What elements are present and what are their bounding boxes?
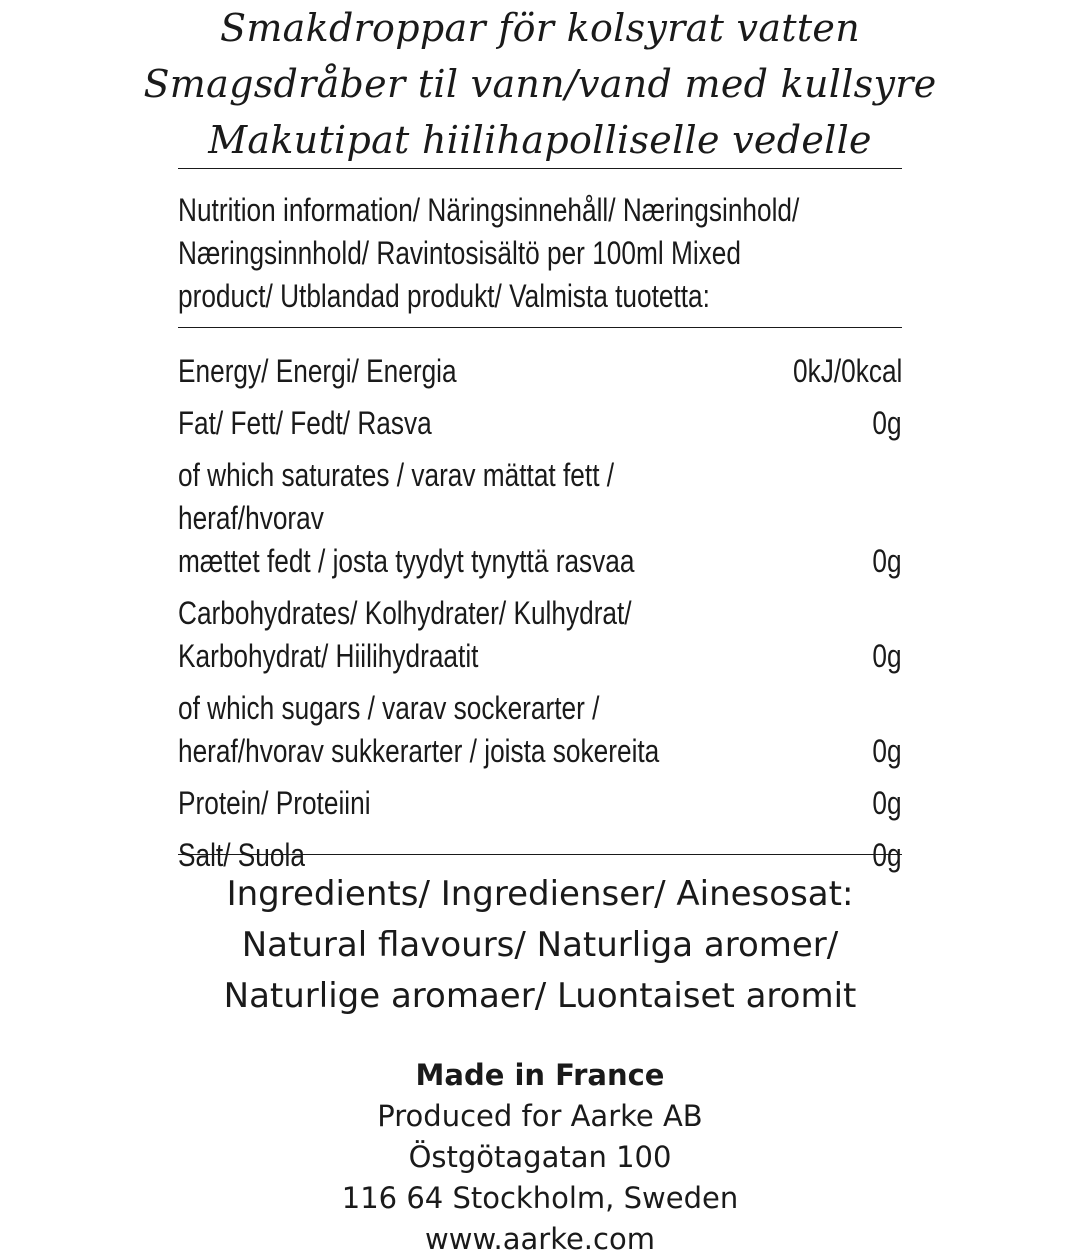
nutrient-value: 0kJ/0kcal bbox=[792, 353, 902, 389]
nutrient-name: Salt/ Suola bbox=[178, 837, 305, 873]
nutrient-name: Fat/ Fett/ Fedt/ Rasva bbox=[178, 405, 432, 441]
nutrition-row-fat bbox=[178, 402, 902, 445]
nutrition-intro-line: Nutrition information/ Näringsinnehåll/ Næringsinhold/ bbox=[178, 192, 800, 228]
nutrient-name: of which sugars / varav sockerarter / heraf/hvorav sukkerarter / joista sokereita bbox=[178, 690, 660, 769]
address-street: Östgötagatan 100 bbox=[408, 1140, 672, 1174]
produced-for: Produced for Aarke AB bbox=[377, 1099, 703, 1133]
ingredients-section bbox=[158, 855, 922, 1022]
nutrient-value: 0g bbox=[872, 638, 902, 674]
nutrient-value: 0g bbox=[872, 405, 902, 441]
manufacturer-info bbox=[0, 1055, 1080, 1260]
nutrition-intro-line: product/ Utblandad produkt/ Valmista tuotetta: bbox=[178, 278, 710, 314]
address-city: 116 64 Stockholm, Sweden bbox=[341, 1181, 739, 1215]
nutrient-name: Energy/ Energi/ Energia bbox=[178, 353, 457, 389]
nutrient-name: of which saturates / varav mättat fett / heraf/hvorav mættet fedt / josta tyydyt tynyttä rasvaa bbox=[178, 457, 635, 579]
nutrient-value: 0g bbox=[872, 733, 902, 769]
nutrient-value: 0g bbox=[872, 785, 902, 821]
made-in: Made in France bbox=[415, 1058, 665, 1092]
nutrition-intro bbox=[178, 169, 902, 327]
ingredients-text: Natural flavours/ Naturliga aromer/ Naturlige aromaer/ Luontaiset aromit bbox=[223, 925, 857, 1016]
website: www.aarke.com bbox=[425, 1222, 655, 1256]
nutrition-row-sugars bbox=[178, 687, 902, 773]
nutrient-value: 0g bbox=[872, 837, 902, 873]
title-swedish: Smakdroppar för kolsyrat vatten bbox=[220, 6, 860, 50]
nutrition-table bbox=[178, 328, 902, 873]
nutrient-name: Protein/ Proteiini bbox=[178, 785, 371, 821]
nutrient-name: Carbohydrates/ Kolhydrater/ Kulhydrat/ Karbohydrat/ Hiilihydraatit bbox=[178, 595, 632, 674]
product-titles bbox=[138, 0, 942, 168]
title-norwegian-danish: Smagsdråber til vann/vand med kullsyre bbox=[143, 62, 937, 106]
nutrition-row-carbohydrates bbox=[178, 592, 902, 678]
product-label bbox=[143, 0, 937, 1022]
nutrition-intro-line: Næringsinnhold/ Ravintosisältö per 100ml Mixed bbox=[178, 235, 741, 271]
title-finnish: Makutipat hiilihapolliselle vedelle bbox=[208, 118, 872, 162]
nutrition-row-energy bbox=[178, 350, 902, 393]
nutrient-value: 0g bbox=[872, 543, 902, 579]
nutrition-row-protein bbox=[178, 782, 902, 825]
nutrition-row-saturates bbox=[178, 454, 902, 583]
ingredients-heading: Ingredients/ Ingredienser/ Ainesosat: bbox=[226, 874, 854, 914]
